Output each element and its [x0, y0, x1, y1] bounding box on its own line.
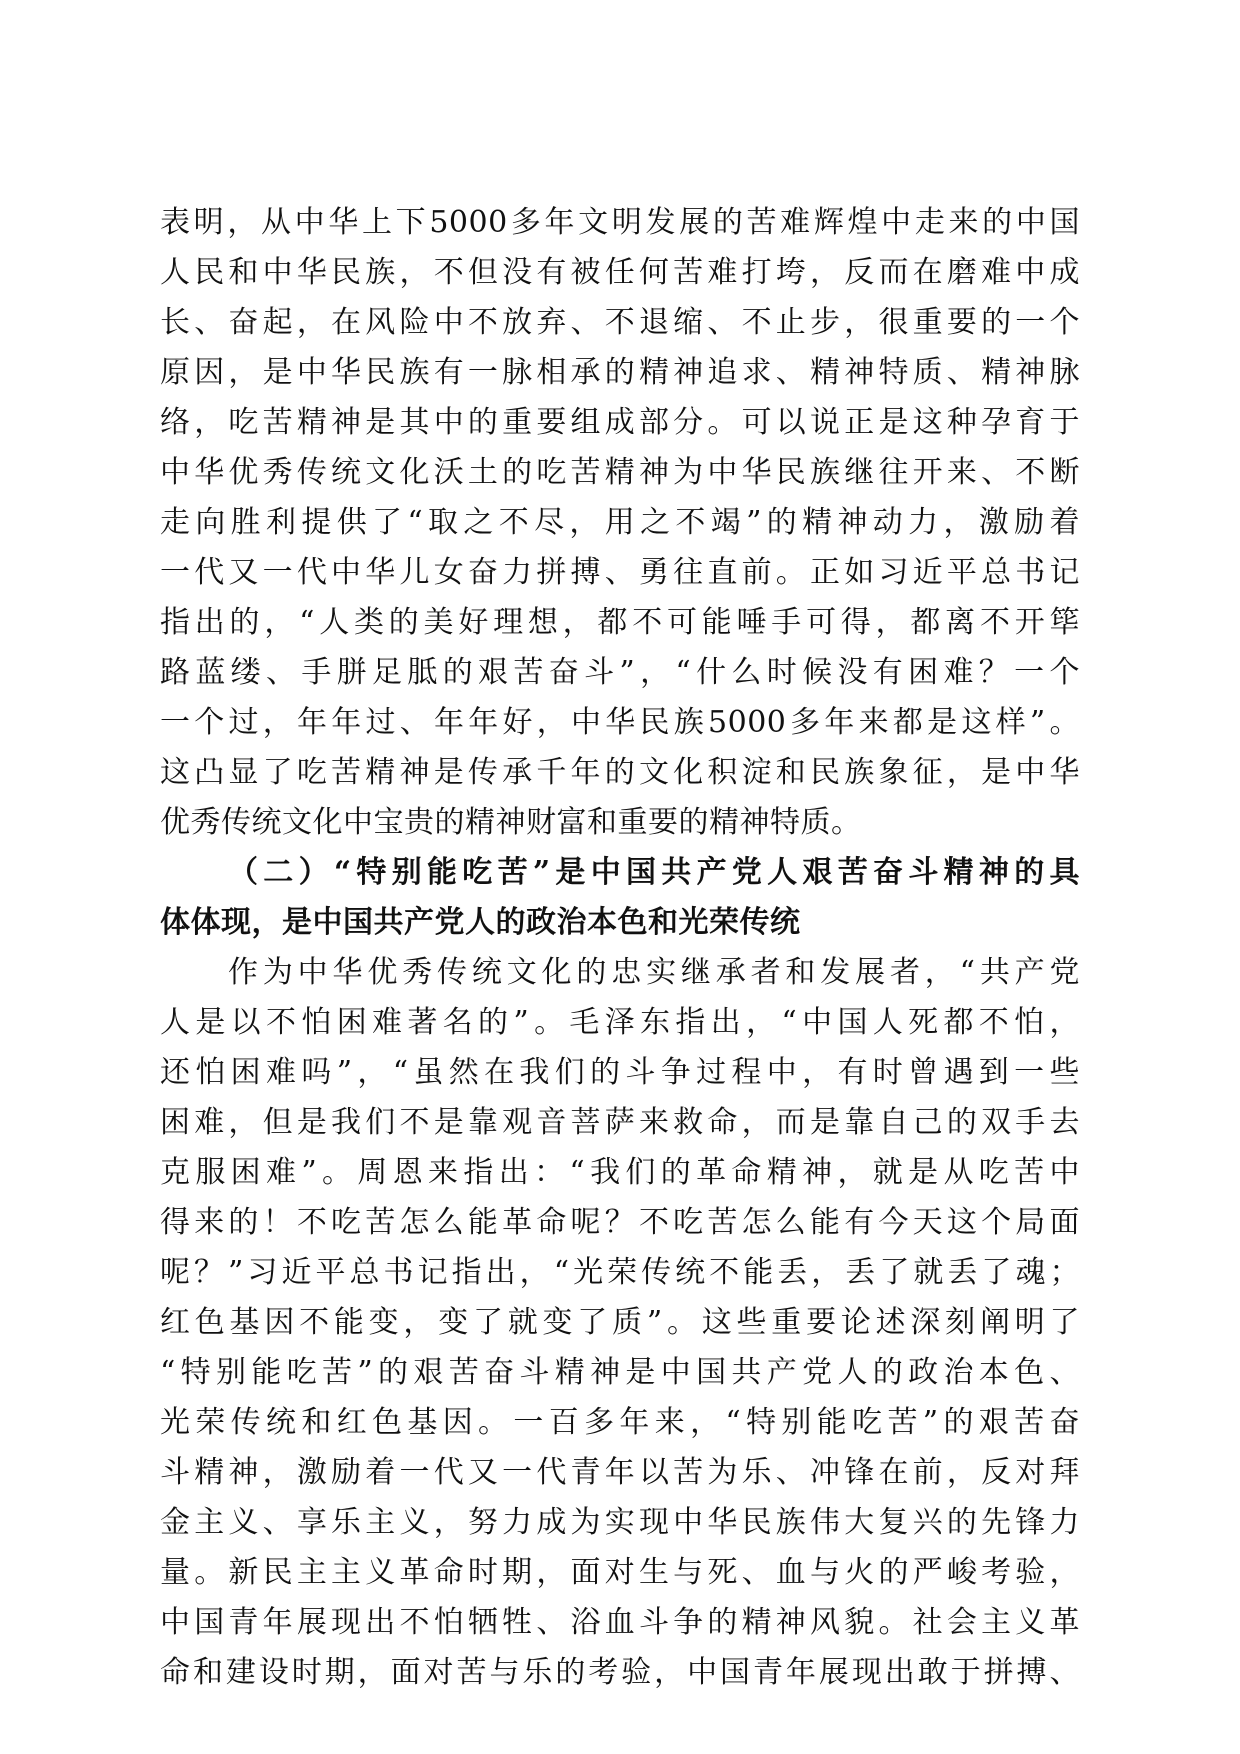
section-heading — [160, 848, 1080, 948]
document-page — [160, 198, 1080, 1698]
text-line: 作为中华优秀传统文化的忠实继承者和发展者，“共产党 — [228, 955, 1080, 990]
text-line: 还怕困难吗”，“虽然在我们的斗争过程中，有时曾遇到一些 — [160, 1055, 1080, 1090]
text-line: 路蓝缕、手胼足胝的艰苦奋斗”，“什么时候没有困难？一个 — [160, 655, 1080, 690]
text-line: 得来的！不吃苦怎么能革命呢？不吃苦怎么能有今天这个局面 — [160, 1205, 1080, 1240]
text-line: 一代又一代中华儿女奋力拼搏、勇往直前。正如习近平总书记 — [160, 555, 1080, 590]
heading-line: （二）“特别能吃苦”是中国共产党人艰苦奋斗精神的具 — [228, 855, 1080, 890]
text-line: 呢？”习近平总书记指出，“光荣传统不能丢，丢了就丢了魂； — [160, 1255, 1080, 1290]
text-line: 中国青年展现出不怕牺牲、浴血斗争的精神风貌。社会主义革 — [160, 1605, 1080, 1640]
text-line: 中华优秀传统文化沃土的吃苦精神为中华民族继往开来、不断 — [160, 455, 1080, 490]
text-line: 人民和中华民族，不但没有被任何苦难打垮，反而在磨难中成 — [160, 255, 1080, 290]
heading-line: 体体现，是中国共产党人的政治本色和光荣传统 — [160, 905, 801, 940]
text-line: 络，吃苦精神是其中的重要组成部分。可以说正是这种孕育于 — [160, 405, 1080, 440]
body-paragraph-1 — [160, 198, 1080, 848]
text-line: 斗精神，激励着一代又一代青年以苦为乐、冲锋在前，反对拜 — [160, 1455, 1080, 1490]
text-line: 红色基因不能变，变了就变了质”。这些重要论述深刻阐明了 — [160, 1305, 1080, 1340]
text-line: 困难，但是我们不是靠观音菩萨来救命，而是靠自己的双手去 — [160, 1105, 1080, 1140]
text-line: 优秀传统文化中宝贵的精神财富和重要的精神特质。 — [160, 805, 862, 840]
text-line: 这凸显了吃苦精神是传承千年的文化积淀和民族象征，是中华 — [160, 755, 1080, 790]
text-line: 光荣传统和红色基因。一百多年来，“特别能吃苦”的艰苦奋 — [160, 1405, 1080, 1440]
body-paragraph-2 — [160, 948, 1080, 1698]
text-line: 命和建设时期，面对苦与乐的考验，中国青年展现出敢于拼搏、 — [160, 1655, 1080, 1690]
text-line: 原因，是中华民族有一脉相承的精神追求、精神特质、精神脉 — [160, 355, 1080, 390]
text-line: 人是以不怕困难著名的”。毛泽东指出，“中国人死都不怕， — [160, 1005, 1080, 1040]
text-line: 金主义、享乐主义，努力成为实现中华民族伟大复兴的先锋力 — [160, 1505, 1080, 1540]
text-line: 一个过，年年过、年年好，中华民族5000多年来都是这样”。 — [160, 705, 1080, 740]
text-line: 表明，从中华上下5000多年文明发展的苦难辉煌中走来的中国 — [160, 205, 1080, 240]
text-line: “特别能吃苦”的艰苦奋斗精神是中国共产党人的政治本色、 — [160, 1355, 1080, 1390]
text-line: 克服困难”。周恩来指出：“我们的革命精神，就是从吃苦中 — [160, 1155, 1080, 1190]
text-line: 走向胜利提供了“取之不尽，用之不竭”的精神动力，激励着 — [160, 505, 1080, 540]
text-line: 指出的，“人类的美好理想，都不可能唾手可得，都离不开筚 — [160, 605, 1080, 640]
text-line: 量。新民主主义革命时期，面对生与死、血与火的严峻考验， — [160, 1555, 1080, 1590]
text-line: 长、奋起，在风险中不放弃、不退缩、不止步，很重要的一个 — [160, 305, 1080, 340]
